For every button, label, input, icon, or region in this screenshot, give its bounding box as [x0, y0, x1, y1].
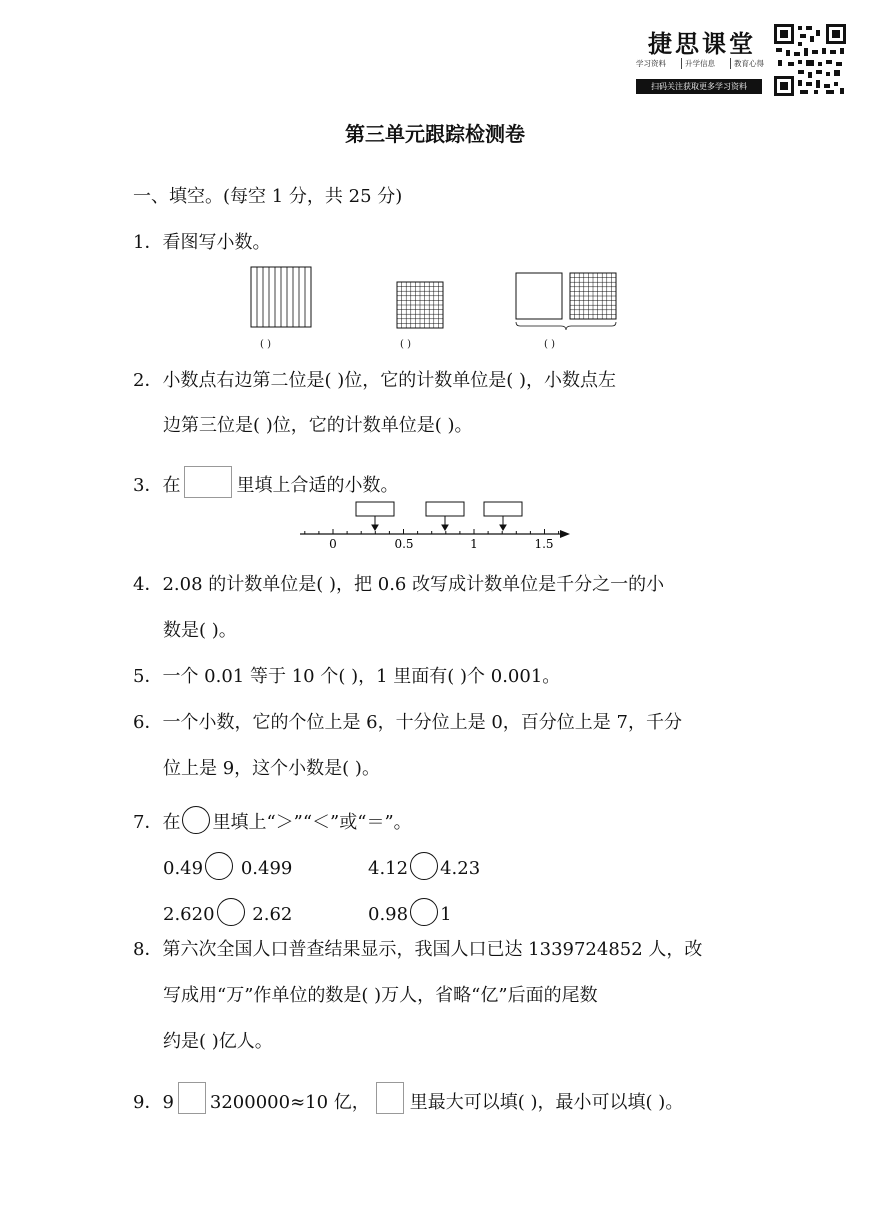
compare-right: 0.499: [240, 858, 293, 879]
question-4-line-2: 数是( )。: [163, 620, 237, 641]
compare-left: 0.98: [368, 904, 409, 925]
tick-label: 0: [329, 537, 337, 551]
compare-circle[interactable]: [410, 852, 438, 880]
question-8-line-2: 写成用“万”作单位的数是( )万人，省略“亿”后面的尾数: [163, 985, 598, 1006]
question-6-line-2: 位上是 9，这个小数是( )。: [163, 758, 380, 779]
question-2-line-2: 边第三位是( )位，它的计数单位是( )。: [163, 415, 473, 436]
answer-box: [426, 502, 464, 516]
tenths-figure: [251, 267, 311, 327]
tick-label: 1.5: [534, 537, 554, 551]
question-5: 5．一个 0.01 等于 10 个( )，1 里面有( )个 0.001。: [133, 666, 561, 687]
compare-right: 1: [440, 904, 452, 925]
brand-name: 捷思课堂: [648, 29, 756, 58]
question-4-line-1: 4．2.08 的计数单位是( )，把 0.6 改写成计数单位是千分之一的小: [133, 574, 665, 595]
tick-label: 0.5: [394, 537, 414, 551]
brand-tag: 学习资料: [636, 59, 666, 68]
question-3-before: 3．在: [133, 475, 181, 496]
question-9-part: 9．9: [133, 1092, 174, 1113]
compare-left: 2.620: [163, 904, 215, 925]
number-line: [296, 498, 576, 553]
compare-pair: [163, 898, 292, 927]
answer-box: [356, 502, 394, 516]
page-title: 第三单元跟踪检测卷: [345, 122, 525, 146]
question-8-line-1: 8．第六次全国人口普查结果显示，我国人口已达 1339724852 人，改: [133, 939, 703, 960]
compare-left: 4.12: [368, 858, 409, 879]
compare-circle[interactable]: [205, 852, 233, 880]
question-7-after: 里填上“＞”“＜”或“＝”。: [212, 812, 412, 833]
arrow-right-icon: [560, 530, 570, 538]
qr-code-icon: [774, 24, 846, 96]
compare-right: 4.23: [440, 858, 481, 879]
brand-tags: [636, 58, 764, 69]
question-9: [133, 1082, 683, 1115]
question-8-line-3: 约是( )亿人。: [163, 1031, 273, 1052]
compare-pair: [368, 898, 452, 927]
digit-box[interactable]: [376, 1082, 404, 1114]
digit-box[interactable]: [178, 1082, 206, 1114]
compare-circle[interactable]: [410, 898, 438, 926]
question-2-line-1: 2．小数点右边第二位是( )位，它的计数单位是( )，小数点左: [133, 370, 616, 391]
decimal-figures: [248, 265, 628, 330]
question-1: 1．看图写小数。: [133, 232, 271, 253]
question-9-part: 里最大可以填( )，最小可以填( )。: [409, 1092, 684, 1113]
brand-tag: 教育心得: [730, 58, 764, 69]
question-7-before: 7．在: [133, 812, 181, 833]
answer-blank[interactable]: ( ): [400, 339, 411, 350]
tick-label: 1: [470, 537, 478, 551]
promo-banner: 扫码关注获取更多学习资料: [636, 79, 762, 94]
mixed-figure: [516, 273, 616, 330]
compare-circle[interactable]: [217, 898, 245, 926]
hundredths-figure: [397, 282, 443, 328]
answer-blank[interactable]: ( ): [260, 339, 271, 350]
compare-circle[interactable]: [182, 806, 210, 834]
brand-tag: 升学信息: [681, 58, 715, 69]
compare-right: 2.62: [252, 904, 293, 925]
question-3-after: 里填上合适的小数。: [236, 475, 399, 496]
fill-box: [184, 466, 232, 498]
compare-pair: [368, 852, 480, 881]
compare-pair: [163, 852, 292, 881]
question-6-line-1: 6．一个小数，它的个位上是 6，十分位上是 0，百分位上是 7，千分: [133, 712, 682, 733]
question-9-part: 3200000≈10 亿，: [209, 1092, 370, 1113]
question-3: [133, 466, 398, 498]
answer-blank[interactable]: ( ): [544, 339, 555, 350]
compare-left: 0.49: [163, 858, 204, 879]
answer-box: [484, 502, 522, 516]
question-7: [133, 806, 412, 835]
section-heading: 一、填空。(每空 1 分，共 25 分): [133, 186, 403, 207]
